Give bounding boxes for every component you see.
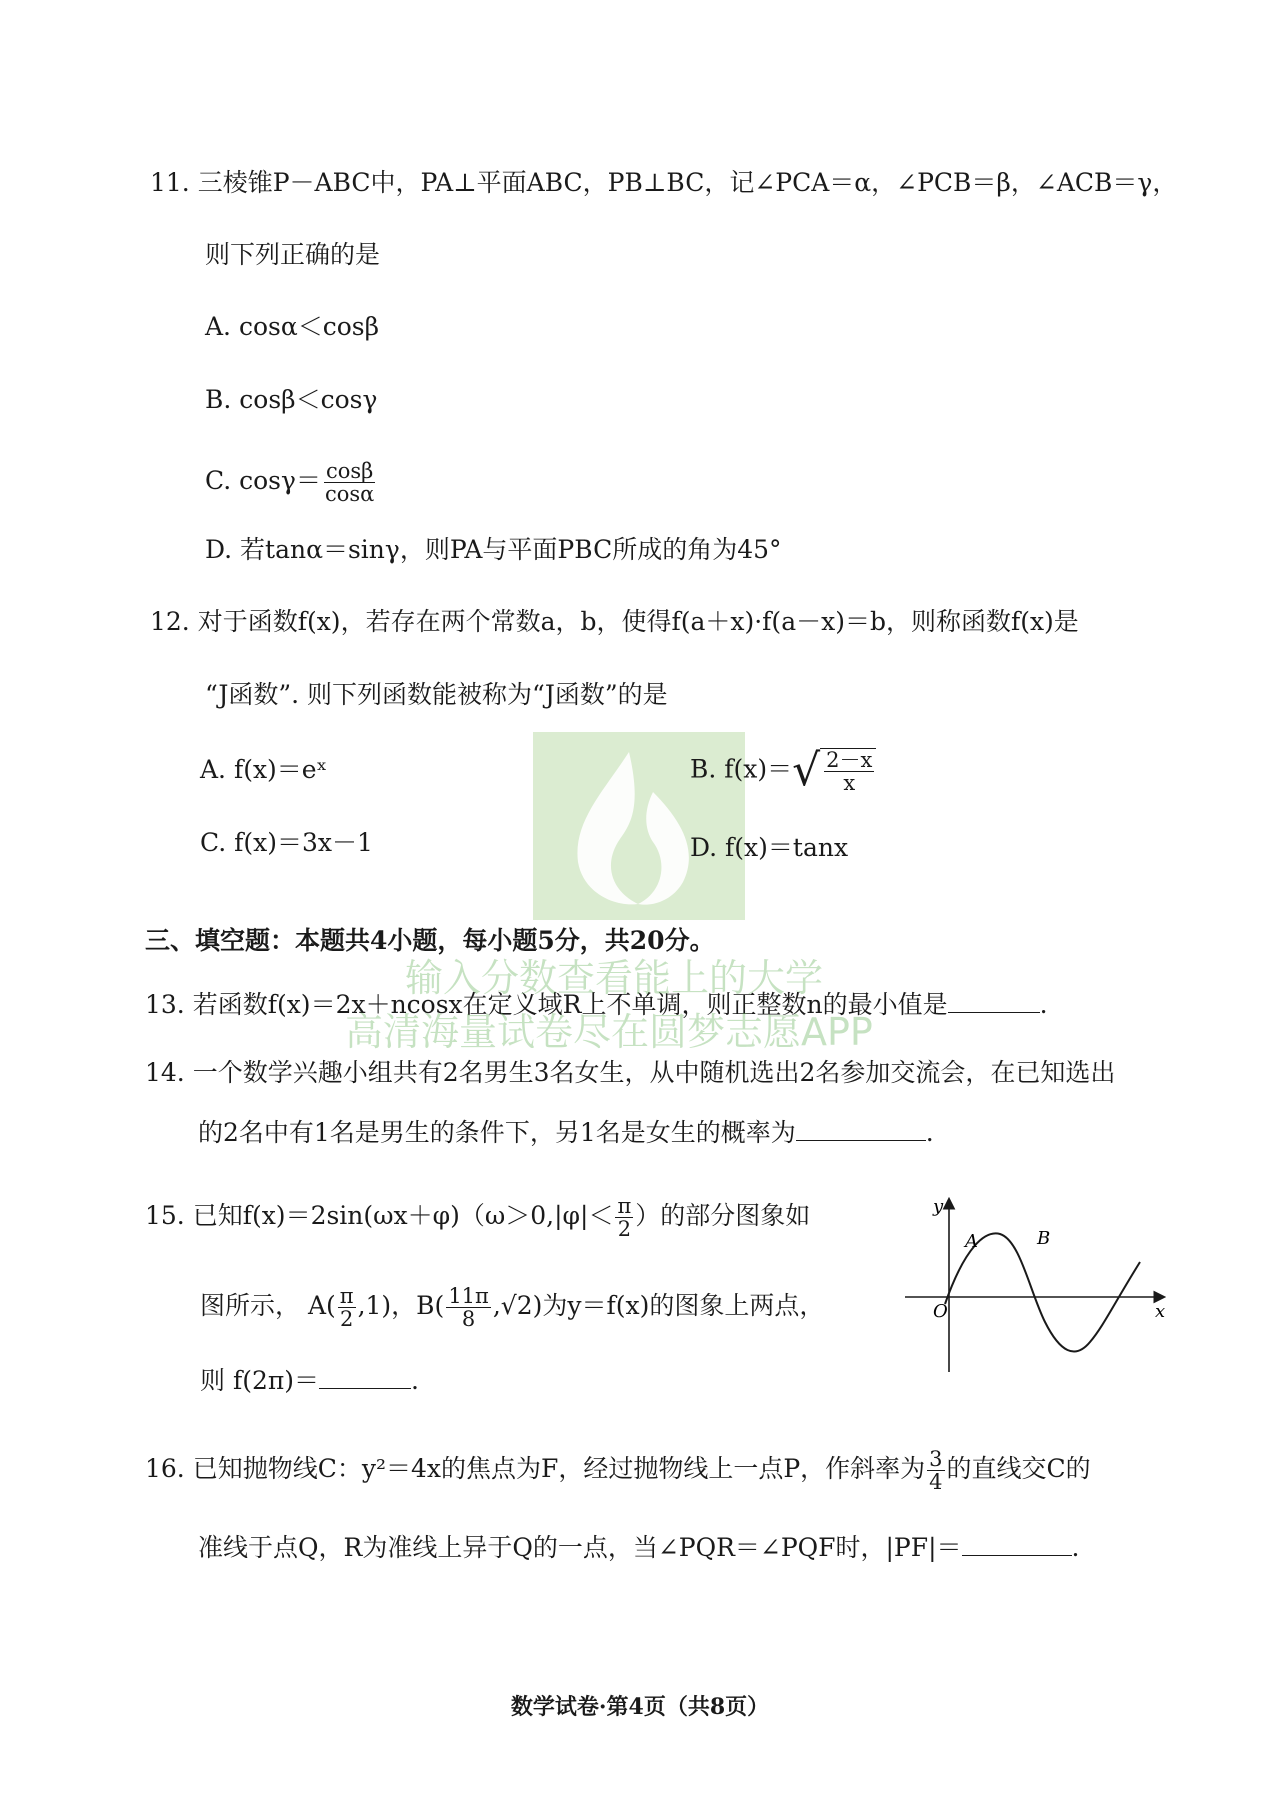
- q15-point-b-label: ,1)，B(: [357, 1291, 445, 1320]
- fraction-numerator: π: [339, 1284, 354, 1308]
- section-heading: 三、填空题：本题共4小题，每小题5分，共20分。: [145, 926, 715, 955]
- answer-blank[interactable]: [796, 1118, 926, 1141]
- fraction: [927, 1448, 944, 1493]
- fraction-numerator: 11π: [448, 1284, 489, 1308]
- q14-text: 的2名中有1名是男生的条件下，另1名是女生的概率为: [198, 1118, 796, 1147]
- q15-text-c: ,√2)为y＝f(x)的图象上两点，: [492, 1291, 825, 1320]
- q12-stem: 12. 对于函数f(x)，若存在两个常数a，b，使得f(a＋x)·f(a－x)＝b，则称函数f(x)是: [150, 607, 1079, 636]
- q15-text-a: 15. 已知f(x)＝2sin(ωx＋φ)（ω＞0,|φ|＜: [145, 1201, 614, 1230]
- q15-line2: [200, 1285, 824, 1330]
- y-axis-label: y: [933, 1196, 944, 1217]
- answer-blank[interactable]: [948, 990, 1040, 1013]
- q15-point-a-label: 图所示， A(: [200, 1291, 336, 1320]
- fraction-numerator: 3: [929, 1447, 943, 1471]
- page-footer: 数学试卷·第4页（共8页）: [510, 1694, 770, 1720]
- q14-line2: [198, 1118, 934, 1148]
- q11-option-a: A. cosα＜cosβ: [205, 312, 380, 341]
- q12-option-d: D. f(x)＝tanx: [690, 833, 849, 862]
- fraction-numerator: π: [617, 1194, 632, 1218]
- point-a-label: A: [965, 1231, 978, 1252]
- fraction-denominator: cosα: [324, 482, 375, 506]
- fraction: [615, 1195, 633, 1240]
- fraction-numerator: cosβ: [325, 459, 374, 483]
- q12-option-c: C. f(x)＝3x－1: [200, 828, 373, 857]
- q16-line1: [145, 1448, 1091, 1493]
- q12-stem-cont: “J函数”. 则下列函数能被称为“J函数”的是: [205, 680, 668, 709]
- answer-blank[interactable]: [319, 1366, 411, 1389]
- q16-text-a: 16. 已知抛物线C：y²＝4x的焦点为F，经过抛物线上一点P，作斜率为: [145, 1454, 926, 1483]
- q16-period: .: [1071, 1533, 1080, 1562]
- radical-sign: √: [792, 745, 821, 796]
- watermark-line1: 输入分数查看能上的大学: [405, 956, 824, 1000]
- origin-label: O: [933, 1301, 948, 1322]
- fraction: [446, 1285, 491, 1330]
- q15-line3: [200, 1366, 419, 1396]
- q11-option-c: [205, 460, 378, 505]
- q15-line1: [145, 1195, 810, 1240]
- q15-question: 则 f(2π)＝: [200, 1366, 320, 1395]
- q12-option-b-label: B. f(x)＝: [690, 754, 793, 784]
- x-axis-label: x: [1155, 1301, 1166, 1322]
- q11-option-d: D. 若tanα＝sinγ，则PA与平面PBC所成的角为45°: [205, 535, 782, 564]
- q16-line2: [198, 1533, 1079, 1563]
- q11-stem-cont: 则下列正确的是: [205, 240, 381, 269]
- fraction-denominator: 8: [461, 1307, 476, 1331]
- answer-blank[interactable]: [962, 1533, 1072, 1556]
- fraction-denominator: 2: [617, 1217, 632, 1241]
- q14-period: .: [925, 1118, 934, 1147]
- fraction-denominator: 4: [929, 1470, 943, 1494]
- watermark-line2: 高清海量试卷尽在圆梦志愿APP: [345, 1010, 873, 1054]
- sine-graph-figure: [905, 1192, 1170, 1377]
- square-root: [792, 745, 876, 796]
- q14-line1: 14. 一个数学兴趣小组共有2名男生3名女生，从中随机选出2名参加交流会，在已知选出: [145, 1058, 1116, 1087]
- q16-text-b: 的直线交C的: [946, 1454, 1091, 1483]
- point-b-label: B: [1037, 1228, 1051, 1249]
- q13-period: .: [1039, 990, 1048, 1019]
- q11-stem: 11. 三棱锥P－ABC中，PA⊥平面ABC，PB⊥BC，记∠PCA＝α，∠PCB＝β，∠ACB＝γ，: [150, 168, 1178, 197]
- fraction: [824, 749, 874, 794]
- fraction-denominator: 2: [339, 1307, 354, 1331]
- fraction-denominator: x: [843, 771, 856, 795]
- fraction: [338, 1285, 356, 1330]
- q13-text: 13. 若函数f(x)＝2x＋ncosx在定义域R上不单调，则正整数n的最小值是: [145, 990, 948, 1019]
- q12-option-b: [690, 745, 876, 796]
- q15-text-b: ）的部分图象如: [635, 1201, 811, 1230]
- q16-question: 准线于点Q，R为准线上异于Q的一点，当∠PQR＝∠PQF时，|PF|＝: [198, 1533, 962, 1562]
- q15-period: .: [411, 1366, 419, 1395]
- fraction: [323, 460, 376, 505]
- fraction-numerator: 2－x: [826, 748, 873, 772]
- q11-option-c-label: C. cosγ＝: [205, 466, 321, 495]
- q12-option-a: A. f(x)＝eˣ: [200, 755, 328, 784]
- q11-option-b: B. cosβ＜cosγ: [205, 385, 378, 414]
